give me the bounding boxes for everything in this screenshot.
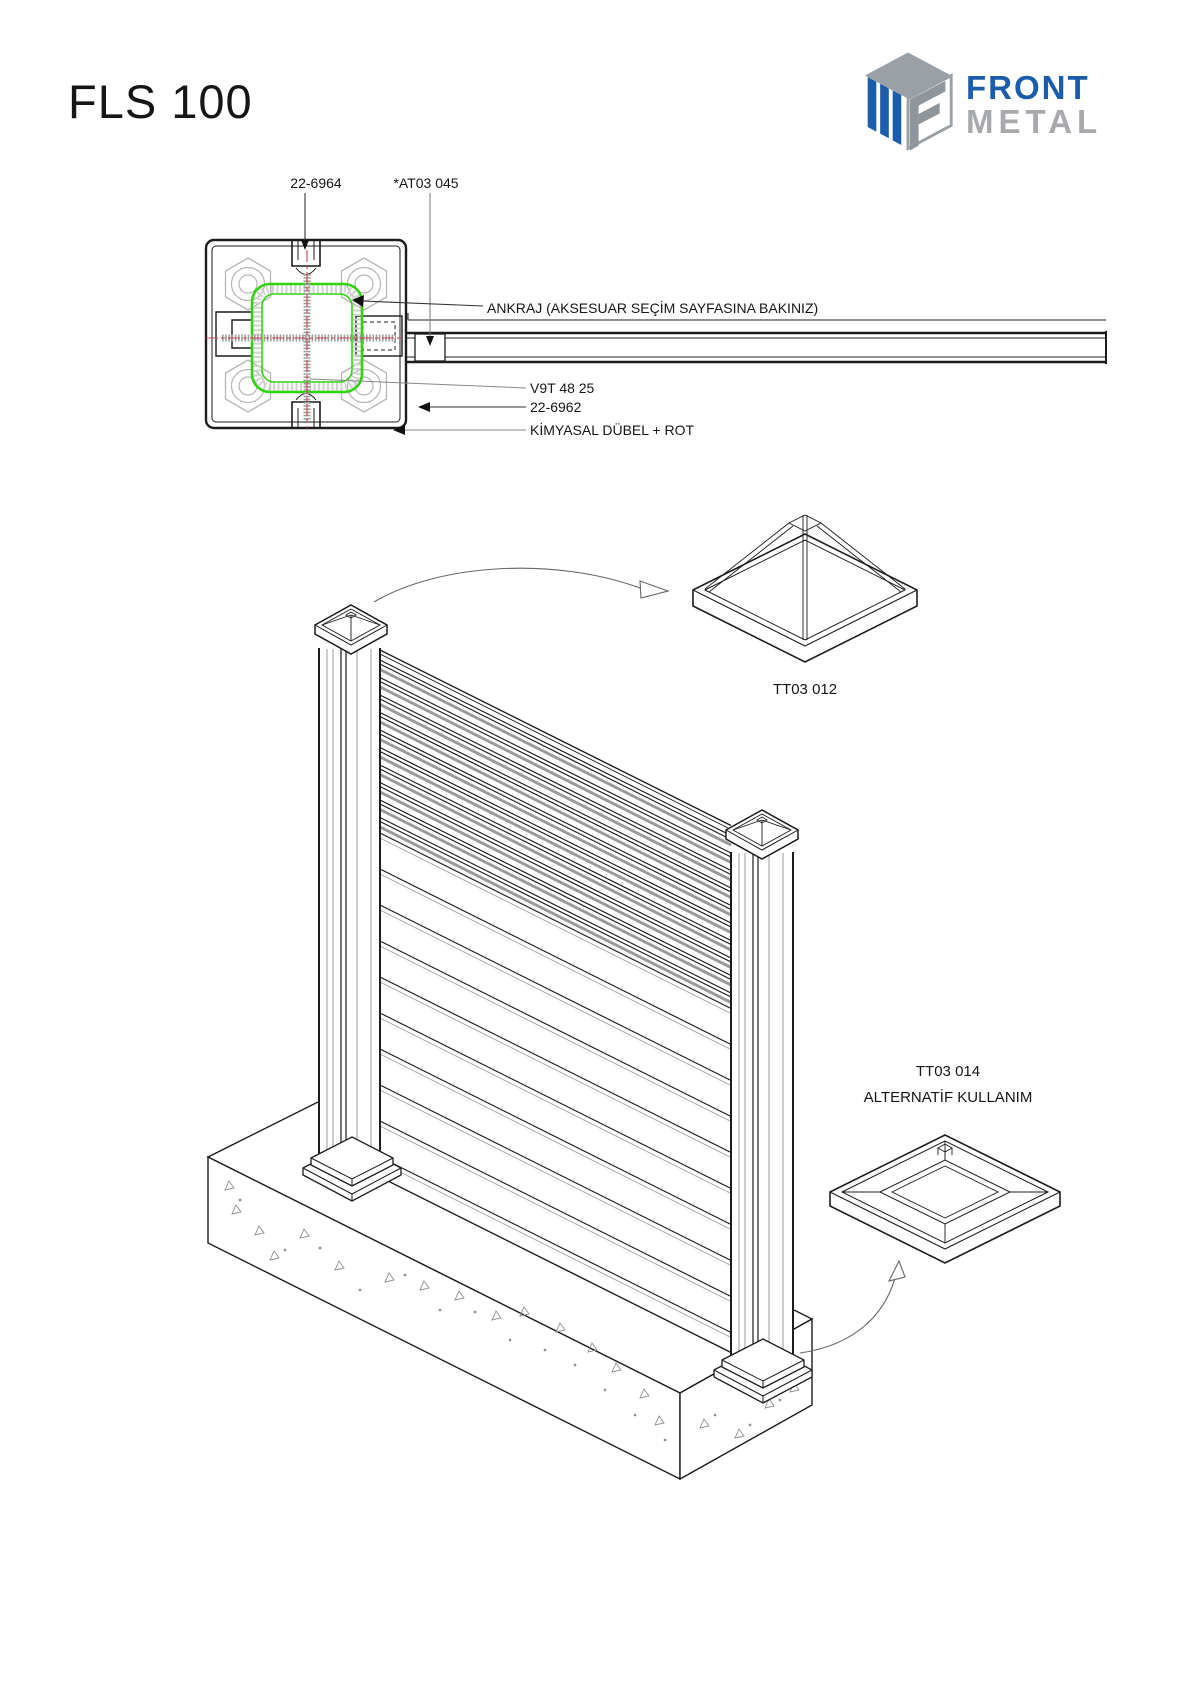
label-alt-cap-usage: ALTERNATİF KULLANIM bbox=[863, 1089, 1033, 1106]
left-channel bbox=[216, 312, 252, 356]
arrow-to-cap bbox=[374, 568, 640, 602]
label-connector-code: 22-6964 bbox=[290, 175, 342, 191]
label-cap-code: TT03 012 bbox=[772, 681, 838, 698]
label-profile-code: 22-6962 bbox=[530, 399, 582, 415]
label-chemical-note: KİMYASAL DÜBEL + ROT bbox=[530, 422, 695, 438]
arrow-left-icon bbox=[418, 402, 430, 412]
brand-name-metal: METAL bbox=[966, 103, 1103, 140]
label-ankraj-note: ANKRAJ (AKSESUAR SEÇİM SAYFASINA BAKINIZ) bbox=[487, 300, 819, 316]
label-anchor-code: *AT03 045 bbox=[393, 175, 459, 191]
anchor-rail bbox=[406, 313, 1106, 364]
bottom-connector bbox=[292, 394, 320, 429]
label-screw-code: V9T 48 25 bbox=[530, 380, 595, 396]
arrow-up-icon bbox=[889, 1261, 905, 1281]
flat-cap-tt03-014 bbox=[830, 1135, 1060, 1263]
arrow-left-icon bbox=[393, 425, 405, 435]
label-alt-cap-code: TT03 014 bbox=[915, 1063, 981, 1080]
pyramid-cap-tt03-012 bbox=[693, 515, 917, 662]
page-title: FLS 100 bbox=[68, 75, 253, 128]
left-post bbox=[315, 605, 387, 1158]
right-post bbox=[726, 810, 798, 1355]
arrow-down-icon bbox=[301, 240, 309, 250]
arrow-to-alt-cap bbox=[800, 1275, 896, 1353]
brand-name-front: FRONT bbox=[966, 69, 1090, 106]
arrow-right-icon bbox=[640, 581, 668, 598]
